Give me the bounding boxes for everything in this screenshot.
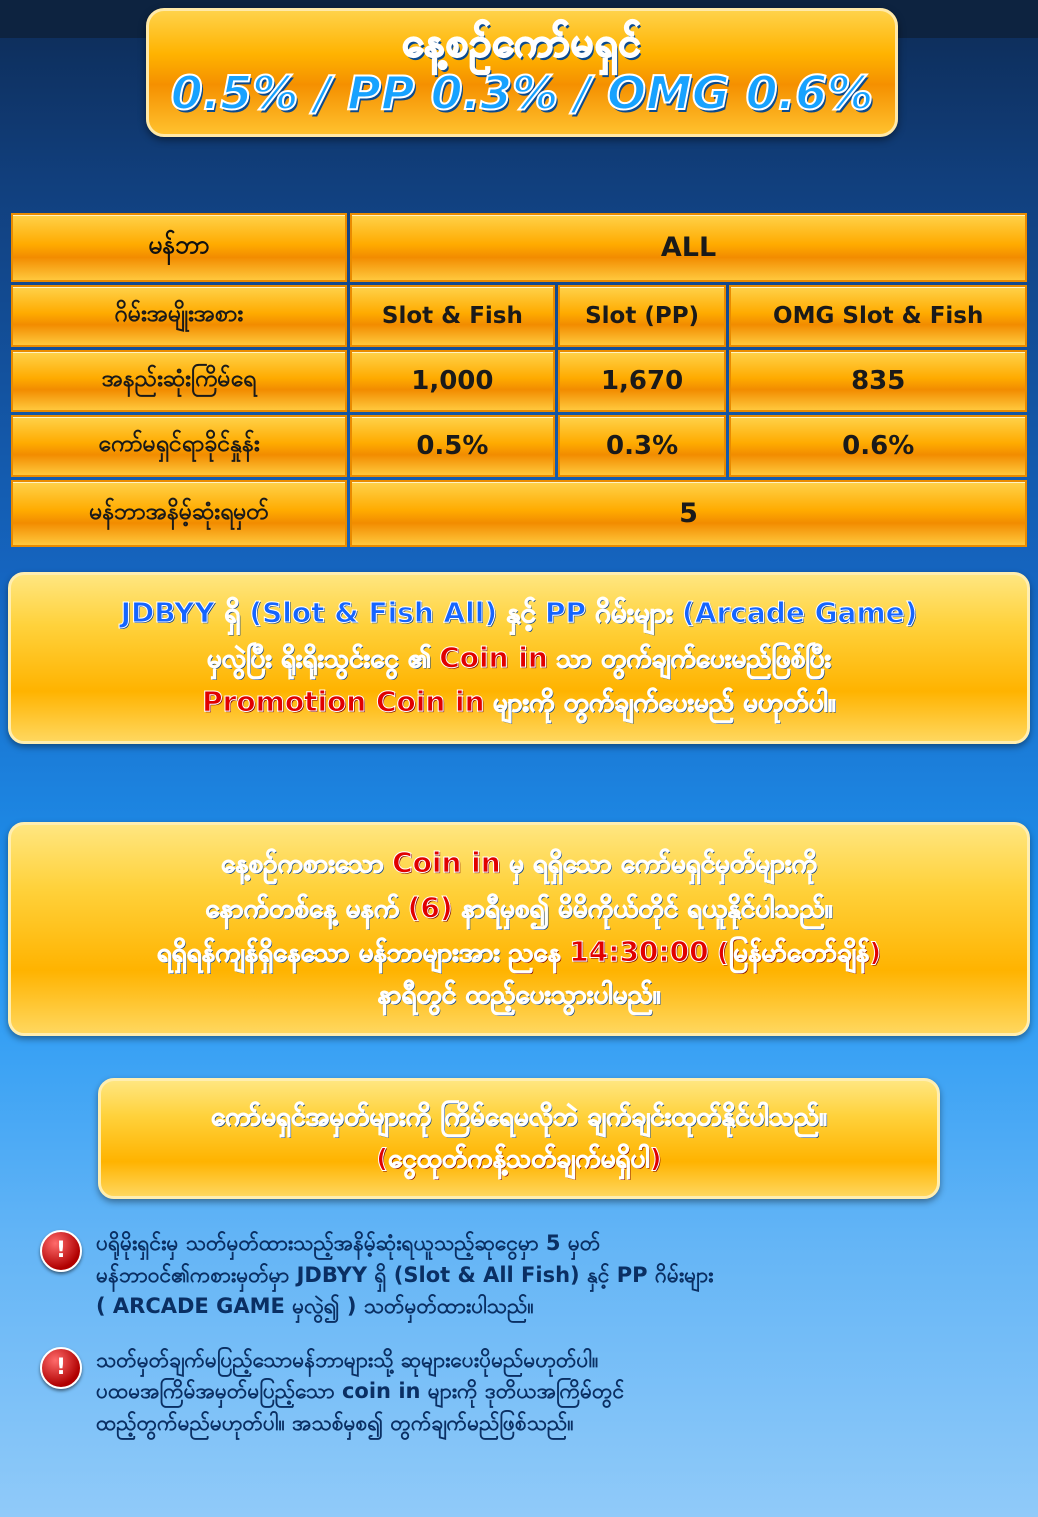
info-panel-3 <box>98 1078 940 1199</box>
panel2-line2-c: နာရီမှစ၍ မိမိကိုယ်တိုင် ရယူနိုင်ပါသည်။ <box>460 893 833 924</box>
note-line: သတ်မှတ်ချက်မပြည့်သောမန်ဘာများသို့ ဆုများပေးပိုမည်မဟုတ်ပါ။ <box>96 1347 599 1372</box>
panel2-coin-in: Coin in <box>392 846 501 879</box>
note-line: မန်ဘာဝင်၏ကစားမှတ်မှာ JDBYY ရှိ (Slot & All Fish) နှင့် PP ဂိမ်းများ <box>96 1262 714 1287</box>
panel3-line2-text: (ငွေထုတ်ကန့်သတ်ချက်မရှိပါ) <box>376 1143 662 1174</box>
panel2-timezone: (မြန်မာ်တော်ချိန်) <box>716 938 882 969</box>
note-item <box>40 1345 1000 1440</box>
panel1-line3-b: များကို တွက်ချက်ပေးမည် မဟုတ်ပါ။ <box>492 688 836 719</box>
cell-gametype-col3: OMG Slot & Fish <box>729 285 1027 347</box>
panel3-line1 <box>117 1099 921 1137</box>
panel2-line1-c: မှ ရရှိသော ကော်မရှင်မှတ်များကို <box>508 849 818 879</box>
cell-rate-col3: 0.6% <box>729 415 1027 477</box>
panel1-line2-c: သာ တွက်ချက်ပေးမည်ဖြစ်ပြီး <box>556 643 832 674</box>
table-row <box>11 213 1027 282</box>
note-text <box>96 1345 624 1440</box>
panel1-line1-d: PP <box>545 596 587 629</box>
commission-table <box>8 210 1030 550</box>
banner-title-line1: နေ့စဉ်ကော်မရှင် <box>402 20 642 66</box>
panel1-line3 <box>27 682 1011 723</box>
panel1-promotion-coin-in: Promotion Coin in <box>202 685 485 719</box>
promo-banner <box>146 8 898 137</box>
panel1-line1-f: (Arcade Game) <box>682 596 918 629</box>
commission-table-wrapper <box>8 210 1030 550</box>
note-line: ထည့်တွက်မည်မဟုတ်ပါ။ အသစ်မှစ၍ တွက်ချက်မည်ဖြစ်သည်။ <box>96 1410 574 1435</box>
panel3-line1-text: ကော်မရှင်အမှတ်များကို ကြိမ်ရေမလိုဘဲ ချက်ချင်းထုတ်နိုင်ပါသည်။ <box>211 1102 827 1132</box>
cell-minpoint-value: 5 <box>350 480 1027 547</box>
cell-minrounds-col1: 1,000 <box>350 350 555 412</box>
table-row <box>11 480 1027 547</box>
panel1-line1-e: ဂိမ်းများ <box>594 596 674 629</box>
cell-rate-col2: 0.3% <box>558 415 727 477</box>
table-row <box>11 415 1027 477</box>
cell-gametype-label: ဂိမ်းအမျိုးအစား <box>11 285 347 347</box>
note-text <box>96 1228 713 1323</box>
cell-minrounds-col2: 1,670 <box>558 350 727 412</box>
cell-rate-col1: 0.5% <box>350 415 555 477</box>
info-panel-1 <box>8 572 1030 744</box>
panel2-line2-a: နောက်တစ်နေ့ မနက် <box>205 893 400 924</box>
panel1-line1-b: (Slot & Fish All) <box>249 596 498 629</box>
cell-minrounds-label: အနည်းဆုံးကြိမ်ရေ <box>11 350 347 412</box>
panel2-hour: (6) <box>407 890 453 924</box>
panel3-line2 <box>117 1141 921 1179</box>
panel2-line4-text: နာရီတွင် ထည့်ပေးသွားပါမည်။ <box>377 980 661 1011</box>
info-panel-2 <box>8 822 1030 1036</box>
panel1-line2 <box>27 638 1011 679</box>
note-line: ပရိုမိုးရှင်းမှ သတ်မှတ်ထားသည့်အနိမ့်ဆုံးရယူသည့်ဆုငွေမှာ 5 မှတ် <box>96 1231 601 1255</box>
cell-member-value: ALL <box>350 213 1027 282</box>
panel1-line1 <box>27 593 1011 634</box>
panel2-line1 <box>27 843 1011 884</box>
warning-icon: ! <box>40 1347 82 1389</box>
panel2-line2 <box>27 888 1011 929</box>
cell-gametype-col2: Slot (PP) <box>558 285 727 347</box>
warning-icon: ! <box>40 1230 82 1272</box>
panel1-line1-a: JDBYY ရှိ <box>120 596 241 629</box>
panel1-coin-in: Coin in <box>439 640 548 674</box>
cell-gametype-col1: Slot & Fish <box>350 285 555 347</box>
notes-section <box>40 1228 1000 1461</box>
note-line: ပထမအကြိမ်အမှတ်မပြည့်သော coin in များကို ဒုတိယအကြိမ်တွင် <box>96 1379 625 1403</box>
table-row <box>11 350 1027 412</box>
panel2-line3-a: ရရှိရန်ကျန်ရှိနေသော မန်ဘာများအား <box>156 938 501 969</box>
panel2-line3-b: ညနေ <box>508 938 562 969</box>
panel2-time: 14:30:00 <box>569 935 709 969</box>
panel1-line2-a: မှလွဲပြီး ရိုးရိုးသွင်းငွေ ၏ <box>206 643 431 674</box>
note-item <box>40 1228 1000 1323</box>
panel1-line1-c: နှင့် <box>506 596 537 629</box>
panel2-line3 <box>27 932 1011 973</box>
cell-member-label: မန်ဘာ <box>11 213 347 282</box>
cell-rate-label: ကော်မရှင်ရာခိုင်နှုန်း <box>11 415 347 477</box>
note-line: ( ARCADE GAME မှလွဲ၍ ) သတ်မှတ်ထားပါသည်။ <box>96 1294 534 1318</box>
banner-title-line2: 0.5% / PP 0.3% / OMG 0.6% <box>170 66 874 120</box>
cell-minpoint-label: မန်ဘာအနိမ့်ဆုံးရမှတ် <box>11 480 347 547</box>
table-row <box>11 285 1027 347</box>
panel2-line4 <box>27 977 1011 1015</box>
panel2-line1-a: နေ့စဉ်ကစားသော <box>220 849 384 879</box>
cell-minrounds-col3: 835 <box>729 350 1027 412</box>
